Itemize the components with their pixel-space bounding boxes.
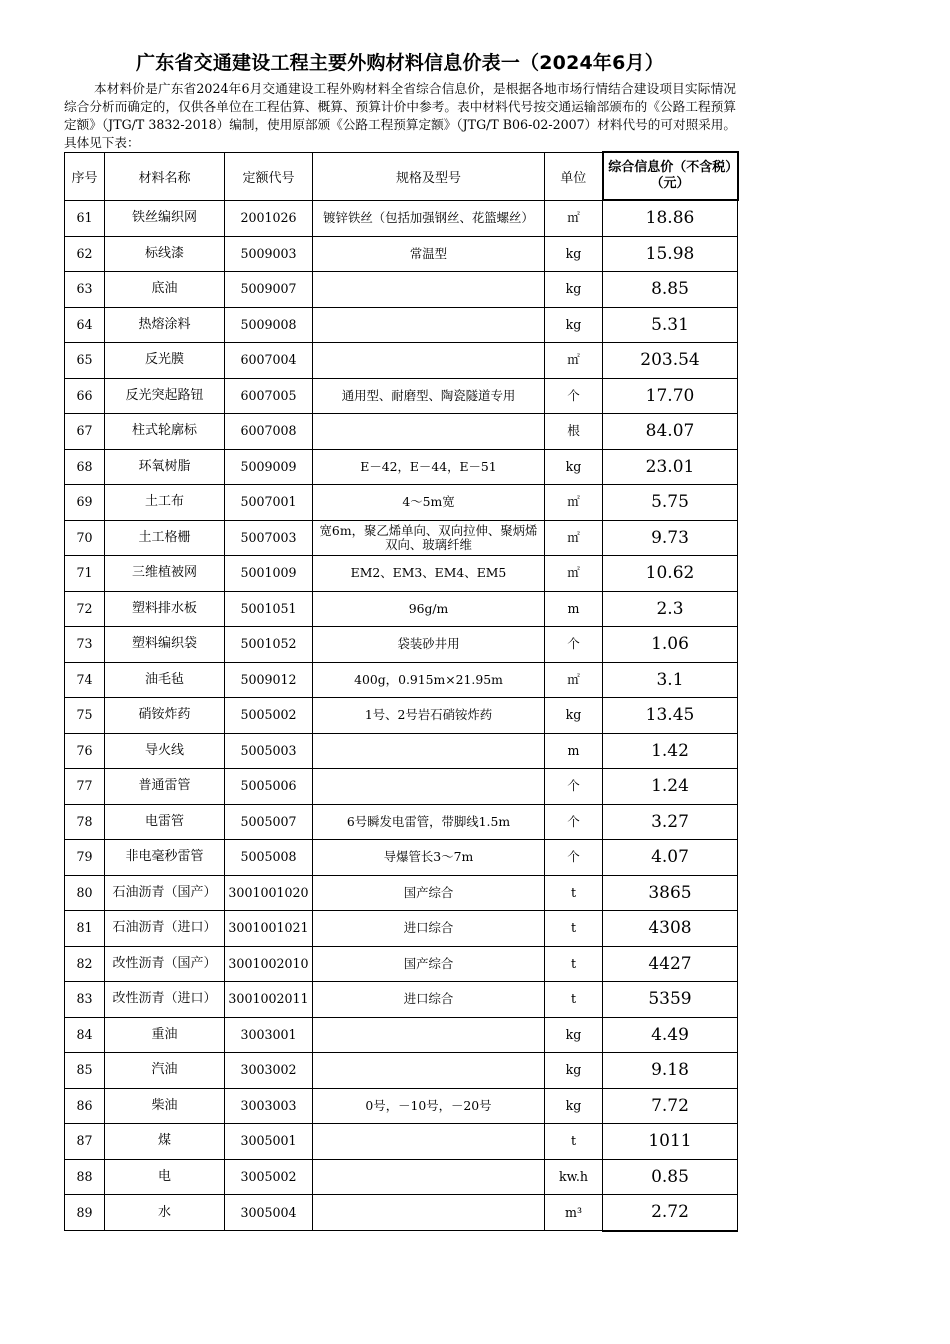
cell-code: 3001002011 xyxy=(225,982,313,1018)
cell-spec xyxy=(313,1195,545,1231)
table-row xyxy=(65,733,738,769)
cell-unit: kg xyxy=(545,1053,603,1089)
header-price: 综合信息价（不含税）（元） xyxy=(603,152,738,200)
cell-name: 三维植被网 xyxy=(105,556,225,592)
cell-price: 2.3 xyxy=(603,591,738,627)
table-row xyxy=(65,698,738,734)
cell-seq: 83 xyxy=(65,982,105,1018)
cell-name: 油毛毡 xyxy=(105,662,225,698)
header-name: 材料名称 xyxy=(105,152,225,200)
cell-name: 土工布 xyxy=(105,485,225,521)
header-seq: 序号 xyxy=(65,152,105,200)
price-table xyxy=(64,151,739,1232)
table-row xyxy=(65,627,738,663)
cell-code: 5009007 xyxy=(225,272,313,308)
cell-name: 塑料排水板 xyxy=(105,591,225,627)
cell-seq: 71 xyxy=(65,556,105,592)
cell-unit: kg xyxy=(545,1017,603,1053)
cell-code: 5001052 xyxy=(225,627,313,663)
cell-seq: 82 xyxy=(65,946,105,982)
cell-name: 柱式轮廓标 xyxy=(105,414,225,450)
cell-spec xyxy=(313,343,545,379)
cell-seq: 88 xyxy=(65,1159,105,1195)
cell-seq: 76 xyxy=(65,733,105,769)
cell-unit: ㎡ xyxy=(545,520,603,556)
cell-spec: 进口综合 xyxy=(313,911,545,947)
cell-price: 4427 xyxy=(603,946,738,982)
cell-price: 9.73 xyxy=(603,520,738,556)
cell-code: 5009009 xyxy=(225,449,313,485)
cell-name: 柴油 xyxy=(105,1088,225,1124)
header-code: 定额代号 xyxy=(225,152,313,200)
cell-code: 3003001 xyxy=(225,1017,313,1053)
cell-seq: 63 xyxy=(65,272,105,308)
cell-code: 5005003 xyxy=(225,733,313,769)
cell-price: 84.07 xyxy=(603,414,738,450)
cell-name: 石油沥青（进口） xyxy=(105,911,225,947)
cell-unit: m xyxy=(545,591,603,627)
cell-seq: 73 xyxy=(65,627,105,663)
cell-spec: 400g，0.915m×21.95m xyxy=(313,662,545,698)
cell-code: 3005002 xyxy=(225,1159,313,1195)
table-row xyxy=(65,982,738,1018)
cell-spec xyxy=(313,1159,545,1195)
cell-price: 1011 xyxy=(603,1124,738,1160)
cell-code: 5009003 xyxy=(225,236,313,272)
cell-name: 改性沥青（国产） xyxy=(105,946,225,982)
cell-seq: 81 xyxy=(65,911,105,947)
cell-unit: kg xyxy=(545,236,603,272)
cell-code: 3005001 xyxy=(225,1124,313,1160)
cell-price: 3865 xyxy=(603,875,738,911)
cell-price: 15.98 xyxy=(603,236,738,272)
cell-spec xyxy=(313,272,545,308)
cell-name: 反光膜 xyxy=(105,343,225,379)
table-row xyxy=(65,556,738,592)
cell-name: 铁丝编织网 xyxy=(105,200,225,236)
cell-unit: m³ xyxy=(545,1195,603,1231)
cell-unit: kg xyxy=(545,698,603,734)
cell-spec: 4～5m宽 xyxy=(313,485,545,521)
table-row xyxy=(65,1195,738,1231)
cell-unit: ㎡ xyxy=(545,343,603,379)
cell-code: 5005008 xyxy=(225,840,313,876)
cell-spec: 镀锌铁丝（包括加强钢丝、花篮螺丝） xyxy=(313,200,545,236)
cell-seq: 61 xyxy=(65,200,105,236)
table-row xyxy=(65,1124,738,1160)
cell-spec: 1号、2号岩石硝铵炸药 xyxy=(313,698,545,734)
cell-name: 水 xyxy=(105,1195,225,1231)
cell-name: 塑料编织袋 xyxy=(105,627,225,663)
cell-name: 底油 xyxy=(105,272,225,308)
table-row xyxy=(65,272,738,308)
cell-code: 5001009 xyxy=(225,556,313,592)
cell-price: 9.18 xyxy=(603,1053,738,1089)
cell-code: 2001026 xyxy=(225,200,313,236)
cell-code: 5009012 xyxy=(225,662,313,698)
cell-name: 反光突起路钮 xyxy=(105,378,225,414)
cell-unit: kg xyxy=(545,449,603,485)
cell-spec xyxy=(313,1017,545,1053)
cell-price: 1.06 xyxy=(603,627,738,663)
cell-price: 1.42 xyxy=(603,733,738,769)
table-row xyxy=(65,449,738,485)
table-header-row xyxy=(65,152,738,200)
cell-unit: kg xyxy=(545,272,603,308)
cell-price: 5.75 xyxy=(603,485,738,521)
cell-price: 8.85 xyxy=(603,272,738,308)
cell-unit: t xyxy=(545,875,603,911)
cell-seq: 80 xyxy=(65,875,105,911)
cell-price: 7.72 xyxy=(603,1088,738,1124)
cell-name: 土工格栅 xyxy=(105,520,225,556)
cell-name: 环氧树脂 xyxy=(105,449,225,485)
page-title: 广东省交通建设工程主要外购材料信息价表一（2024年6月） xyxy=(136,52,664,74)
table-row xyxy=(65,946,738,982)
table-row xyxy=(65,520,738,556)
cell-price: 4308 xyxy=(603,911,738,947)
table-row xyxy=(65,378,738,414)
cell-code: 5007003 xyxy=(225,520,313,556)
cell-name: 标线漆 xyxy=(105,236,225,272)
table-row xyxy=(65,236,738,272)
cell-unit: 个 xyxy=(545,804,603,840)
cell-unit: t xyxy=(545,911,603,947)
cell-seq: 70 xyxy=(65,520,105,556)
cell-seq: 74 xyxy=(65,662,105,698)
cell-unit: 个 xyxy=(545,840,603,876)
cell-name: 汽油 xyxy=(105,1053,225,1089)
header-spec: 规格及型号 xyxy=(313,152,545,200)
table-row xyxy=(65,307,738,343)
cell-unit: 个 xyxy=(545,378,603,414)
cell-spec: 宽6m，聚乙烯单向、双向拉伸、聚炳烯双向、玻璃纤维 xyxy=(313,520,545,556)
cell-spec xyxy=(313,769,545,805)
table-row xyxy=(65,1088,738,1124)
cell-spec: 通用型、耐磨型、陶瓷隧道专用 xyxy=(313,378,545,414)
cell-seq: 89 xyxy=(65,1195,105,1231)
cell-unit: kw.h xyxy=(545,1159,603,1195)
intro-paragraph: 本材料价是广东省2024年6月交通建设工程外购材料全省综合信息价，是根据各地市场行情结合建设项目实际情况综合分析而确定的，仅供各单位在工程估算、概算、预算计价中参考。表中材料代号按交通运输部颁布的《公路工程预算定额》（JTG/T 3832-2018）编制，使用原部颁《公路工程预算定额》（JTG/T B06-02-2007）材料代号的可对照采用。具体见下表： xyxy=(64,81,736,150)
cell-spec: 0号，－10号，－20号 xyxy=(313,1088,545,1124)
table-row xyxy=(65,1017,738,1053)
table-row xyxy=(65,840,738,876)
cell-unit: ㎡ xyxy=(545,662,603,698)
cell-name: 导火线 xyxy=(105,733,225,769)
cell-unit: ㎡ xyxy=(545,485,603,521)
table-row xyxy=(65,591,738,627)
cell-name: 热熔涂料 xyxy=(105,307,225,343)
cell-seq: 84 xyxy=(65,1017,105,1053)
cell-unit: ㎡ xyxy=(545,200,603,236)
cell-code: 5005006 xyxy=(225,769,313,805)
cell-price: 203.54 xyxy=(603,343,738,379)
cell-code: 3001001020 xyxy=(225,875,313,911)
cell-seq: 66 xyxy=(65,378,105,414)
cell-seq: 87 xyxy=(65,1124,105,1160)
cell-spec: 进口综合 xyxy=(313,982,545,1018)
cell-unit: t xyxy=(545,1124,603,1160)
cell-name: 电 xyxy=(105,1159,225,1195)
cell-price: 3.27 xyxy=(603,804,738,840)
cell-seq: 69 xyxy=(65,485,105,521)
cell-price: 2.72 xyxy=(603,1195,738,1231)
cell-spec: 国产综合 xyxy=(313,875,545,911)
cell-code: 3003002 xyxy=(225,1053,313,1089)
cell-seq: 79 xyxy=(65,840,105,876)
table-row xyxy=(65,1159,738,1195)
cell-spec: 国产综合 xyxy=(313,946,545,982)
cell-price: 3.1 xyxy=(603,662,738,698)
cell-name: 改性沥青（进口） xyxy=(105,982,225,1018)
table-row xyxy=(65,662,738,698)
cell-seq: 75 xyxy=(65,698,105,734)
cell-code: 6007004 xyxy=(225,343,313,379)
cell-price: 4.07 xyxy=(603,840,738,876)
cell-seq: 67 xyxy=(65,414,105,450)
cell-code: 5009008 xyxy=(225,307,313,343)
table-row xyxy=(65,343,738,379)
cell-spec: EM2、EM3、EM4、EM5 xyxy=(313,556,545,592)
cell-code: 3005004 xyxy=(225,1195,313,1231)
cell-unit: t xyxy=(545,946,603,982)
cell-spec: 常温型 xyxy=(313,236,545,272)
cell-unit: 个 xyxy=(545,627,603,663)
cell-name: 煤 xyxy=(105,1124,225,1160)
cell-unit: kg xyxy=(545,307,603,343)
cell-code: 5007001 xyxy=(225,485,313,521)
cell-unit: m xyxy=(545,733,603,769)
cell-price: 0.85 xyxy=(603,1159,738,1195)
cell-code: 6007005 xyxy=(225,378,313,414)
table-row xyxy=(65,414,738,450)
cell-price: 4.49 xyxy=(603,1017,738,1053)
table-row xyxy=(65,804,738,840)
cell-name: 普通雷管 xyxy=(105,769,225,805)
cell-seq: 64 xyxy=(65,307,105,343)
cell-spec xyxy=(313,414,545,450)
cell-code: 5005002 xyxy=(225,698,313,734)
cell-spec: E－42，E－44，E－51 xyxy=(313,449,545,485)
cell-price: 18.86 xyxy=(603,200,738,236)
cell-price: 5.31 xyxy=(603,307,738,343)
header-unit: 单位 xyxy=(545,152,603,200)
cell-seq: 68 xyxy=(65,449,105,485)
cell-code: 3001002010 xyxy=(225,946,313,982)
table-row xyxy=(65,200,738,236)
cell-unit: t xyxy=(545,982,603,1018)
cell-seq: 78 xyxy=(65,804,105,840)
cell-seq: 72 xyxy=(65,591,105,627)
cell-seq: 85 xyxy=(65,1053,105,1089)
cell-unit: 根 xyxy=(545,414,603,450)
cell-unit: kg xyxy=(545,1088,603,1124)
cell-spec xyxy=(313,307,545,343)
cell-unit: ㎡ xyxy=(545,556,603,592)
table-row xyxy=(65,911,738,947)
table-row xyxy=(65,1053,738,1089)
cell-spec: 袋装砂井用 xyxy=(313,627,545,663)
cell-spec xyxy=(313,733,545,769)
cell-price: 1.24 xyxy=(603,769,738,805)
cell-seq: 65 xyxy=(65,343,105,379)
cell-price: 5359 xyxy=(603,982,738,1018)
cell-seq: 86 xyxy=(65,1088,105,1124)
cell-unit: 个 xyxy=(545,769,603,805)
cell-price: 13.45 xyxy=(603,698,738,734)
cell-seq: 77 xyxy=(65,769,105,805)
cell-spec xyxy=(313,1124,545,1160)
cell-name: 硝铵炸药 xyxy=(105,698,225,734)
cell-spec xyxy=(313,1053,545,1089)
cell-code: 5005007 xyxy=(225,804,313,840)
table-row xyxy=(65,769,738,805)
cell-price: 23.01 xyxy=(603,449,738,485)
cell-name: 石油沥青（国产） xyxy=(105,875,225,911)
cell-spec: 6号瞬发电雷管，带脚线1.5m xyxy=(313,804,545,840)
cell-name: 电雷管 xyxy=(105,804,225,840)
cell-name: 非电毫秒雷管 xyxy=(105,840,225,876)
table-row xyxy=(65,485,738,521)
cell-price: 10.62 xyxy=(603,556,738,592)
cell-code: 3001001021 xyxy=(225,911,313,947)
cell-code: 3003003 xyxy=(225,1088,313,1124)
cell-seq: 62 xyxy=(65,236,105,272)
cell-price: 17.70 xyxy=(603,378,738,414)
cell-name: 重油 xyxy=(105,1017,225,1053)
table-row xyxy=(65,875,738,911)
cell-code: 6007008 xyxy=(225,414,313,450)
cell-spec: 导爆管长3～7m xyxy=(313,840,545,876)
cell-code: 5001051 xyxy=(225,591,313,627)
cell-spec: 96g/m xyxy=(313,591,545,627)
